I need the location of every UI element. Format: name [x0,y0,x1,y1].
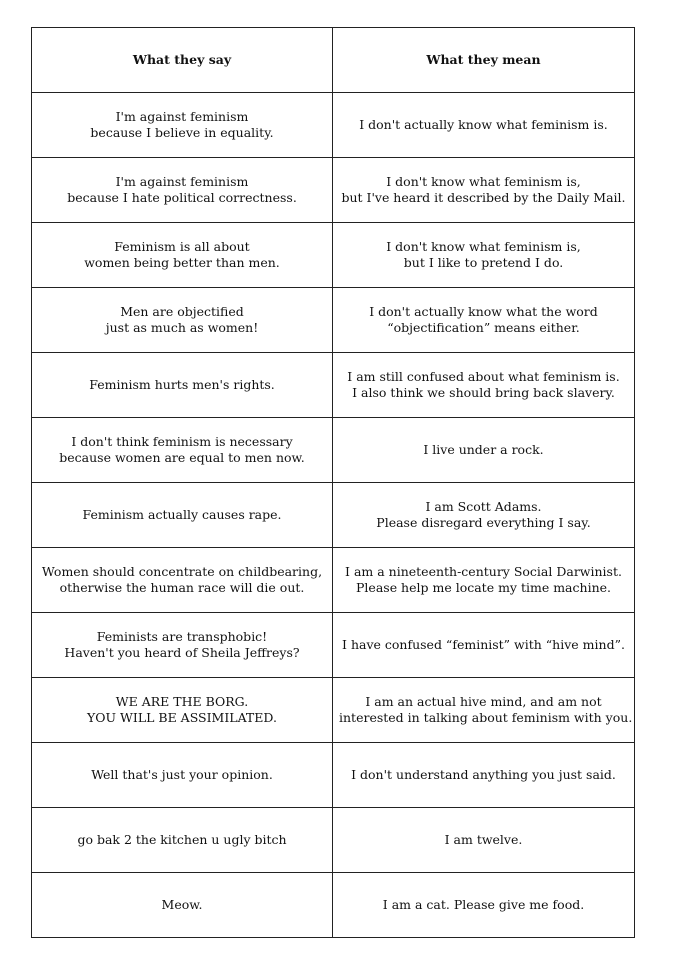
cell-text-line: Please disregard everything I say. [376,515,591,530]
what-they-mean-cell [333,158,635,223]
table-row [32,613,635,678]
cell-text-line: Haven't you heard of Sheila Jeffreys? [64,645,300,660]
cell-text-line: I don't actually know what feminism is. [359,117,608,132]
table-row [32,483,635,548]
cell-text-line: I don't know what feminism is, [386,174,581,189]
table-row [32,873,635,938]
what-they-mean-cell [333,808,635,873]
header-what-they-mean: What they mean [333,28,635,93]
cell-text-line: I am a nineteenth-century Social Darwinist. [345,564,622,579]
what-they-mean-cell [333,678,635,743]
cell-text-line: I am Scott Adams. [425,499,542,514]
what-they-say-cell [32,418,333,483]
comparison-table [31,27,635,938]
what-they-mean-cell [333,223,635,288]
cell-text-line: but I've heard it described by the Daily Mail. [341,190,626,205]
header-row [32,28,635,93]
table-row [32,158,635,223]
table-row [32,808,635,873]
what-they-say-cell [32,873,333,938]
cell-text-line: I am still confused about what feminism is. [347,369,620,384]
cell-text-line: because I believe in equality. [90,125,274,140]
what-they-say-cell [32,288,333,353]
what-they-mean-cell [333,873,635,938]
what-they-say-cell [32,353,333,418]
cell-text-line: I also think we should bring back slavery. [352,385,615,400]
cell-text-line: “objectification” means either. [387,320,580,335]
what-they-say-cell [32,93,333,158]
header-what-they-say: What they say [32,28,333,93]
cell-text-line: I am an actual hive mind, and am not [365,694,602,709]
cell-text-line: women being better than men. [84,255,280,270]
cell-text-line: interested in talking about feminism with you. [339,710,633,725]
cell-text-line: Feminism actually causes rape. [82,507,282,522]
cell-text-line: Feminism hurts men's rights. [89,377,275,392]
table-row [32,288,635,353]
cell-text-line: Feminists are transphobic! [96,629,268,644]
table-row [32,353,635,418]
cell-text-line: Well that's just your opinion. [91,767,273,782]
table-row [32,678,635,743]
cell-text-line: YOU WILL BE ASSIMILATED. [87,710,277,725]
what-they-mean-cell [333,483,635,548]
cell-text-line: Please help me locate my time machine. [356,580,611,595]
what-they-say-cell [32,808,333,873]
cell-text-line: I don't think feminism is necessary [71,434,293,449]
cell-text-line: Meow. [161,897,203,912]
cell-text-line: I don't actually know what the word [369,304,598,319]
cell-text-line: I don't understand anything you just said. [351,767,616,782]
cell-text-line: I am twelve. [444,832,523,847]
what-they-mean-cell [333,93,635,158]
table-row [32,93,635,158]
cell-text-line: otherwise the human race will die out. [59,580,305,595]
what-they-say-cell [32,158,333,223]
table-row [32,223,635,288]
what-they-mean-cell [333,548,635,613]
what-they-mean-cell [333,743,635,808]
cell-text-line: I have confused “feminist” with “hive mind”. [342,637,625,652]
cell-text-line: I am a cat. Please give me food. [382,897,585,912]
what-they-say-cell [32,613,333,678]
cell-text-line: I'm against feminism [115,109,249,124]
cell-text-line: I'm against feminism [115,174,249,189]
cell-text-line: just as much as women! [105,320,259,335]
cell-text-line: Men are objectified [120,304,244,319]
cell-text-line: WE ARE THE BORG. [115,694,249,709]
what-they-say-cell [32,678,333,743]
what-they-say-cell [32,223,333,288]
cell-text-line: I don't know what feminism is, [386,239,581,254]
cell-text-line: because women are equal to men now. [59,450,305,465]
what-they-mean-cell [333,418,635,483]
cell-text-line: Feminism is all about [114,239,250,254]
what-they-mean-cell [333,288,635,353]
what-they-say-cell [32,483,333,548]
what-they-mean-cell [333,613,635,678]
what-they-mean-cell [333,353,635,418]
cell-text-line: go bak 2 the kitchen u ugly bitch [77,832,287,847]
cell-text-line: because I hate political correctness. [67,190,297,205]
cell-text-line: but I like to pretend I do. [403,255,564,270]
cell-text-line: I live under a rock. [423,442,544,457]
what-they-say-cell [32,743,333,808]
cell-text-line: Women should concentrate on childbearing, [41,564,323,579]
table-row [32,743,635,808]
what-they-say-cell [32,548,333,613]
table-row [32,548,635,613]
table-row [32,418,635,483]
